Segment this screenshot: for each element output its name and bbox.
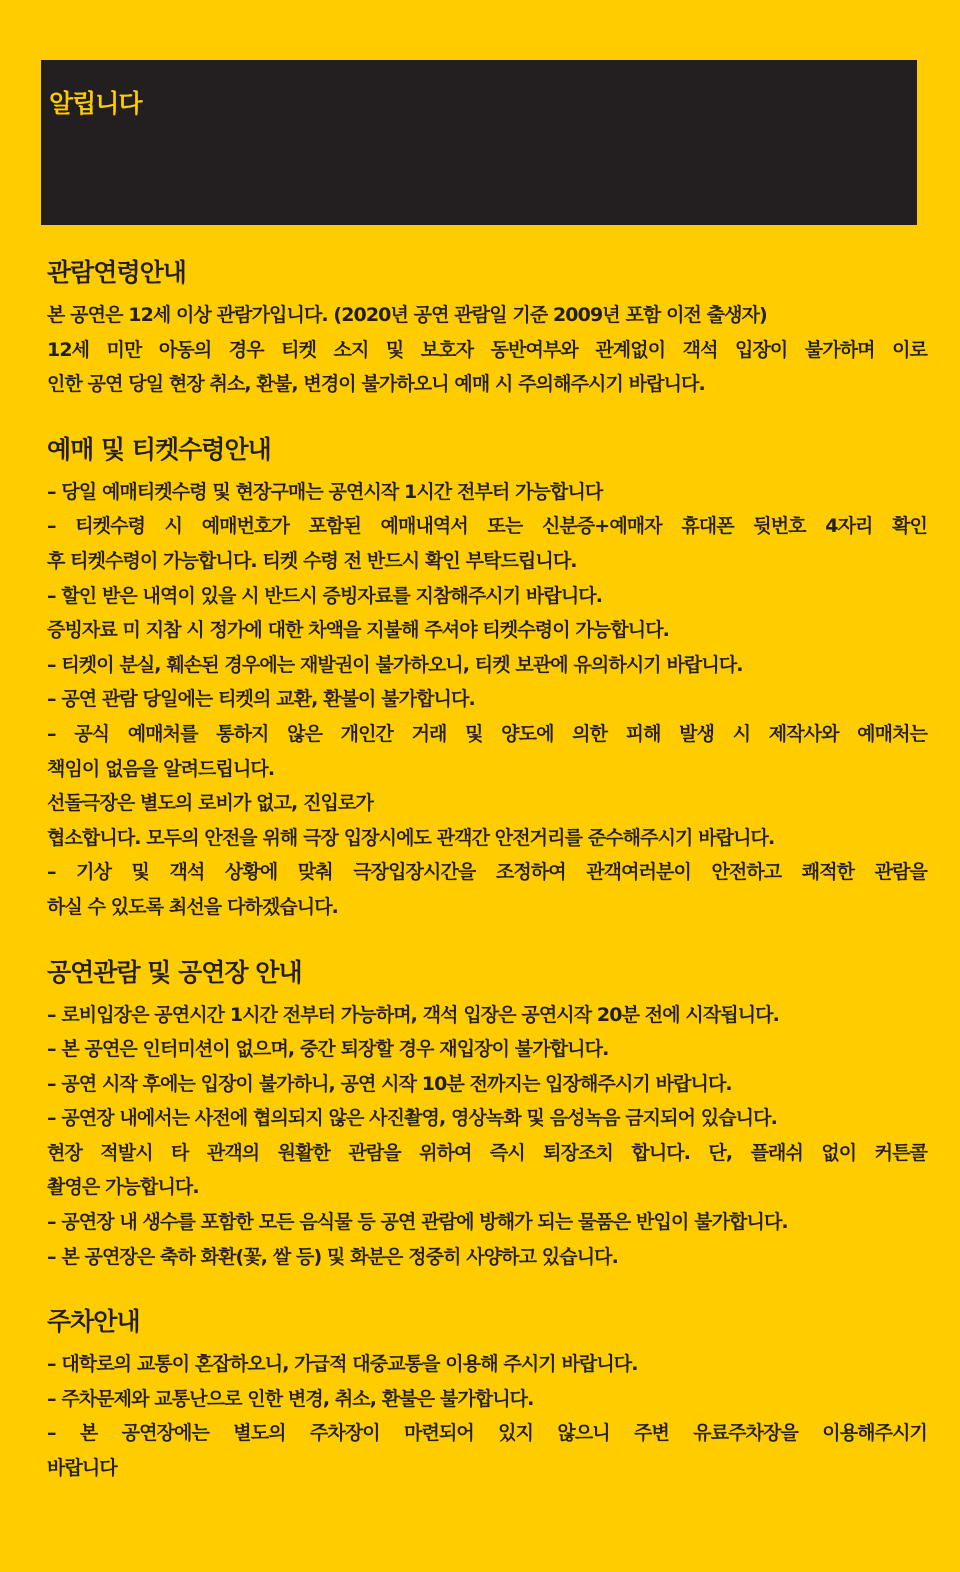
info-content: [47, 256, 927, 1517]
paragraph-line: – 할인 받은 내역이 있을 시 반드시 증빙자료를 지참해주시기 바랍니다.: [47, 584, 603, 607]
paragraph-line: – 주차문제와 교통난으로 인한 변경, 취소, 환불은 불가합니다.: [47, 1387, 534, 1410]
notice-title: 알립니다: [49, 89, 142, 118]
paragraph-line: 12세 미만 아동의 경우 티켓 소지 및 보호자 동반여부와 관계없이 객석 입장이 불가하며 이로: [47, 338, 927, 361]
section-title-ticket-guide: 예매 및 티켓수령안내: [47, 434, 271, 464]
paragraph-line: 촬영은 가능합니다.: [47, 1176, 199, 1199]
section-ticket-guide: [47, 433, 927, 925]
paragraph-line: 본 공연은 12세 이상 관람가입니다. (2020년 공연 관람일 기준 2009년 포함 이전 출생자): [47, 304, 767, 326]
paragraph-line: – 공연 관람 당일에는 티켓의 교환, 환불이 불가합니다.: [47, 688, 475, 711]
paragraph-line: – 공연장 내 생수를 포함한 모든 음식물 등 공연 관람에 방해가 되는 물품은 반입이 불가합니다.: [47, 1211, 788, 1234]
section-title-age-guide: 관람연령안내: [47, 258, 186, 287]
paragraph-line: 현장 적발시 타 관객의 원활한 관람을 위하여 즉시 퇴장조치 합니다. 단, 플래쉬 없이 커튼콜: [47, 1141, 927, 1164]
paragraph-line: 선돌극장은 별도의 로비가 없고, 진입로가: [47, 792, 373, 815]
paragraph-line: – 공식 예매처를 통하지 않은 개인간 거래 및 양도에 의한 피해 발생 시 제작사와 예매처는: [47, 722, 927, 745]
paragraph-line: – 본 공연장은 축하 화환(꽃, 쌀 등) 및 화분은 정중히 사양하고 있습니다.: [47, 1245, 618, 1268]
paragraph-line: – 본 공연은 인터미션이 없으며, 중간 퇴장할 경우 재입장이 불가합니다.: [47, 1038, 609, 1061]
paragraph-line: 후 티켓수령이 가능합니다. 티켓 수령 전 반드시 확인 부탁드립니다.: [47, 549, 577, 572]
section-parking-guide: [47, 1305, 927, 1485]
paragraph-line: 증빙자료 미 지참 시 정가에 대한 차액을 지불해 주셔야 티켓수령이 가능합니다.: [47, 619, 669, 642]
paragraph-line: 인한 공연 당일 현장 취소, 환불, 변경이 불가하오니 예매 시 주의해주시기 바랍니다.: [47, 373, 705, 396]
paragraph-line: – 로비입장은 공연시간 1시간 전부터 가능하며, 객석 입장은 공연시작 20분 전에 시작됩니다.: [47, 1003, 779, 1026]
section-age-guide: [47, 256, 927, 402]
paragraph-line: – 대학로의 교통이 혼잡하오니, 가급적 대중교통을 이용해 주시기 바랍니다.: [47, 1353, 638, 1376]
paragraph-line: – 본 공연장에는 별도의 주차장이 마련되어 있지 않으니 주변 유료주차장을 이용해주시기: [47, 1422, 927, 1445]
paragraph-line: 바랍니다: [47, 1457, 117, 1480]
paragraph-line: 협소합니다. 모두의 안전을 위해 극장 입장시에도 관객간 안전거리를 준수해주시기 바랍니다.: [47, 826, 775, 849]
paragraph-line: – 공연 시작 후에는 입장이 불가하니, 공연 시작 10분 전까지는 입장해주시기 바랍니다.: [47, 1072, 732, 1095]
paragraph-line: – 공연장 내에서는 사전에 협의되지 않은 사진촬영, 영상녹화 및 음성녹음 금지되어 있습니다.: [47, 1107, 777, 1130]
paragraph-line: – 당일 예매티켓수령 및 현장구매는 공연시작 1시간 전부터 가능합니다: [47, 480, 603, 503]
paragraph-line: 하실 수 있도록 최선을 다하겠습니다.: [47, 895, 338, 918]
paragraph-line: – 티켓이 분실, 훼손된 경우에는 재발권이 불가하오니, 티켓 보관에 유의하시기 바랍니다.: [47, 653, 743, 676]
paragraph-line: – 티켓수령 시 예매번호가 포함된 예매내역서 또는 신분증+예매자 휴대폰 뒷번호 4자리 확인: [47, 515, 927, 538]
paragraph-line: 책임이 없음을 알려드립니다.: [47, 757, 275, 780]
notice-banner: [41, 60, 917, 225]
section-venue-guide: [47, 956, 927, 1275]
paragraph-line: – 기상 및 객석 상황에 맞춰 극장입장시간을 조정하여 관객여러분이 안전하고 쾌적한 관람을: [47, 861, 927, 884]
section-title-parking-guide: 주차안내: [47, 1307, 140, 1337]
section-title-venue-guide: 공연관람 및 공연장 안내: [47, 957, 302, 987]
